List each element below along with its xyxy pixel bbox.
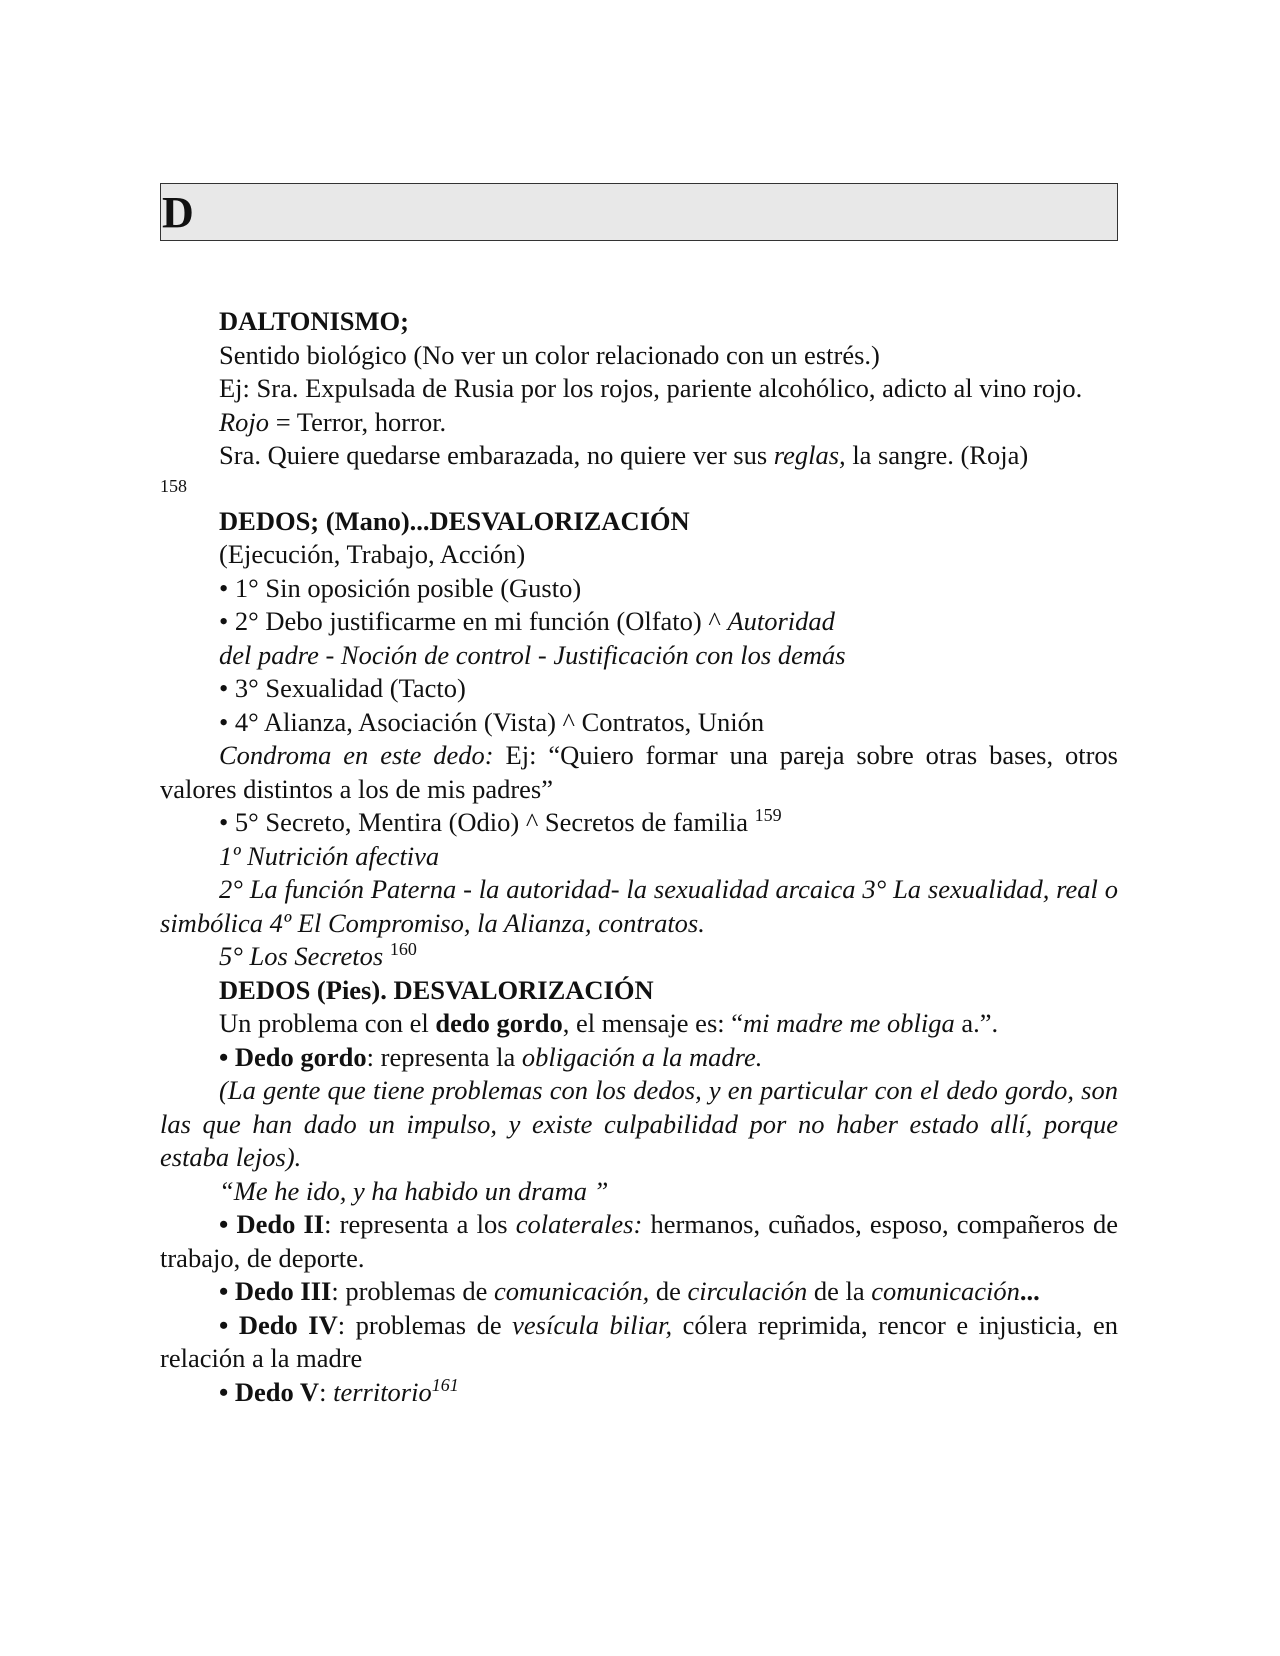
entry-heading-daltonismo: DALTONISMO; xyxy=(219,306,409,336)
entry-heading-dedos-pies: DEDOS (Pies). DESVALORIZACIÓN xyxy=(219,974,654,1005)
footnote-ref: 159 xyxy=(754,805,782,826)
footnote-ref: 161 xyxy=(431,1374,459,1395)
list-item: • 3° Sexualidad (Tacto) xyxy=(219,673,466,703)
paragraph: 2° La función Paterna - la autoridad- la sexualidad arcaica 3° La sexualidad, real o simbólica 4º El Compromiso, la Alianza, contratos. xyxy=(160,874,1118,938)
list-item: • 5° Secreto, Mentira (Odio) ^ Secretos de familia $^{159}$ xyxy=(219,805,782,837)
paragraph: “Me he ido, y ha habido un drama ” xyxy=(219,1175,609,1206)
entry-heading-dedos-mano: DEDOS; (Mano)...DESVALORIZACIÓN xyxy=(219,505,690,536)
footnote-ref: 160 xyxy=(389,939,417,960)
list-item: • Dedo IV: problemas de vesícula biliar, cólera reprimida, rencor e injusticia, en relación a la madre xyxy=(160,1309,1118,1373)
footnote-marker: 158 xyxy=(160,475,187,496)
list-item-continuation: del padre - Noción de control - Justificación con los demás xyxy=(219,639,846,670)
paragraph: Sentido biológico (No ver un color relacionado con un estrés.) xyxy=(219,339,880,370)
list-item: • Dedo V: territorio$^{161}$ xyxy=(219,1374,459,1407)
paragraph: Un problema con el dedo gordo, el mensaje es: “mi madre me obliga a.”. xyxy=(219,1008,999,1038)
paragraph: Condroma en este dedo: Ej: “Quiero formar una pareja sobre otras bases, otros valores distintos a los de mis padres” xyxy=(160,740,1118,804)
list-item: • 1° Sin oposición posible (Gusto) xyxy=(219,572,582,603)
paragraph: 5° Los Secretos $^{160}$ xyxy=(219,939,417,971)
section-letter: D xyxy=(162,188,194,237)
list-item: • 4° Alianza, Asociación (Vista) ^ Contratos, Unión xyxy=(219,706,765,737)
paragraph: Ej: Sra. Expulsada de Rusia por los rojos, pariente alcohólico, adicto al vino rojo. xyxy=(219,373,1083,403)
paragraph: (La gente que tiene problemas con los dedos, y en particular con el dedo gordo, son las que han dado un impulso, y existe culpabilidad por no haber estado allí, porque estaba lejos). xyxy=(160,1075,1118,1172)
paragraph: (Ejecución, Trabajo, Acción) xyxy=(219,539,526,569)
list-item: • Dedo III: problemas de comunicación, de circulación de la comunicación... xyxy=(219,1276,1040,1306)
paragraph: Rojo = Terror, horror. xyxy=(219,406,447,437)
list-item: • 2° Debo justificarme en mi función (Olfato) ^ Autoridad xyxy=(219,606,835,636)
document-body xyxy=(160,305,1118,1409)
list-item: • Dedo gordo: representa la obligación a la madre. xyxy=(219,1041,763,1072)
section-letter-box xyxy=(160,183,1118,241)
paragraph: 1º Nutrición afectiva xyxy=(219,840,440,871)
list-item: • Dedo II: representa a los colaterales: hermanos, cuñados, esposo, compañeros de trabajo, de deporte. xyxy=(160,1209,1119,1273)
paragraph: Sra. Quiere quedarse embarazada, no quiere ver sus reglas, la sangre. (Roja) xyxy=(219,440,1029,470)
